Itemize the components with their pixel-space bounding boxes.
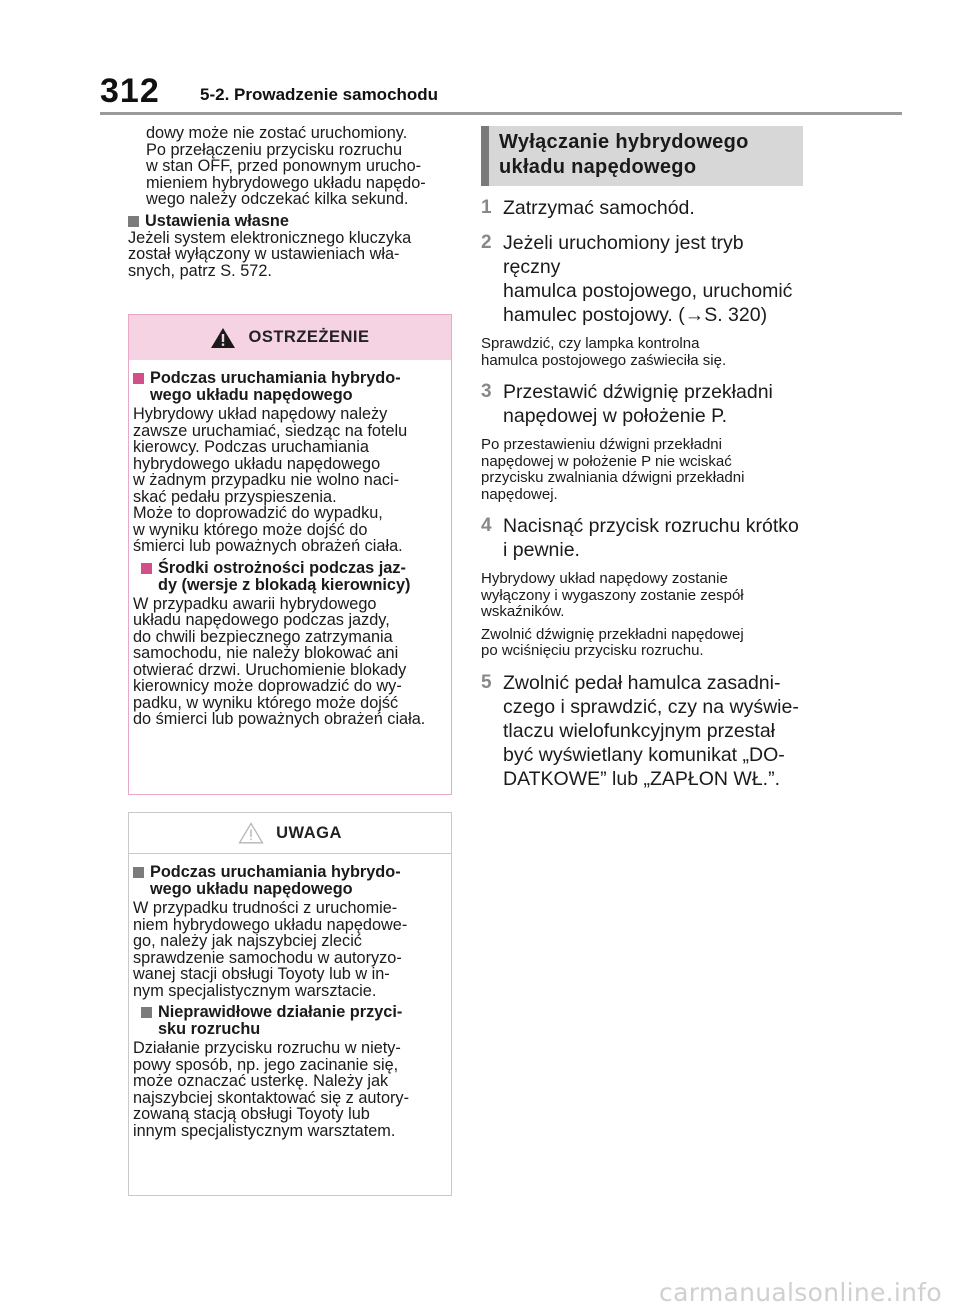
bullet-square-icon	[141, 1007, 152, 1018]
step-line: hamulec postojowy. (→S. 320)	[503, 304, 768, 326]
heading-line: wego układu napędowego	[150, 880, 353, 898]
warning-title: OSTRZEŻENIE	[248, 328, 370, 346]
note-line: wyłączony i wygaszony zostanie zespół	[481, 586, 744, 604]
text-line: W przypadku awarii hybrydowego	[133, 594, 377, 613]
text-line: w stan OFF, przed ponownym urucho-	[146, 157, 422, 175]
warning-section-text	[133, 406, 447, 555]
intro-paragraph	[128, 125, 452, 208]
step-line: Nacisnąć przycisk rozruchu krótko	[503, 515, 799, 537]
step-5	[481, 671, 803, 791]
step-2	[481, 231, 803, 327]
step-3	[481, 380, 803, 428]
step-number: 1	[481, 197, 492, 218]
left-column	[128, 125, 452, 279]
step-4	[481, 514, 803, 562]
caution-box	[128, 812, 452, 1196]
step-number: 4	[481, 515, 492, 536]
text-line: samochodu, nie należy blokować ani	[133, 644, 399, 662]
note-line: napędowej w położenie P nie wciskać	[481, 452, 732, 470]
warning-title-bar	[129, 315, 451, 360]
text-line: snych, patrz S. 572.	[128, 261, 272, 280]
bullet-square-icon	[133, 373, 144, 384]
note-line: Po przestawieniu dźwigni przekładni	[481, 436, 722, 453]
warning-section-text	[133, 596, 447, 728]
text-line: śmierci lub poważnych obrażeń ciała.	[133, 537, 403, 555]
note-line: Zwolnić dźwignię przekładni napędowej	[481, 625, 744, 643]
text-line: go, należy jak najszybciej zlecić	[133, 932, 362, 950]
warning-body	[129, 360, 451, 728]
text-line: skać pedału przyspieszenia.	[133, 487, 337, 506]
caution-title: UWAGA	[276, 823, 342, 842]
text-line: mieniem hybrydowego układu napędo-	[146, 173, 426, 192]
step-line: DATKOWE” lub „ZAPŁON WŁ.”.	[503, 767, 780, 790]
text-line: kierowcy. Podczas uruchamiania	[133, 438, 369, 456]
caution-section-text	[133, 900, 447, 999]
caution-title-bar	[129, 813, 451, 854]
text-line: wego należy odczekać kilka sekund.	[146, 190, 409, 208]
right-column	[481, 126, 803, 791]
step-line: napędowej w położenie P.	[503, 405, 728, 427]
custom-settings-heading	[128, 213, 452, 230]
step-note	[481, 437, 803, 503]
caution-triangle-icon	[238, 822, 264, 844]
text-line: W przypadku trudności z uruchomie-	[133, 899, 398, 917]
step-line: czego i sprawdzić, czy na wyświe-	[503, 695, 799, 718]
text-line: w żadnym przypadku nie wolno naci-	[133, 471, 400, 489]
text-line: zowaną stacją obsługi Toyoty lub	[133, 1105, 370, 1123]
page-number: 312	[100, 72, 160, 110]
step-number: 5	[481, 671, 492, 693]
text-line: najszybciej skontaktować się z autory-	[133, 1088, 409, 1107]
section-heading	[481, 126, 803, 186]
step-line: Zwolnić pedał hamulca zasadni-	[503, 671, 781, 694]
text-line: dowy może nie zostać uruchomiony.	[146, 124, 408, 142]
heading-line: Nieprawidłowe działanie przyci-	[158, 1003, 403, 1021]
text-line: zawsze uruchamiać, siedząc na fotelu	[133, 421, 408, 440]
caution-section-heading	[133, 1004, 447, 1038]
text-line: kierownicy może doprowadzić do wy-	[133, 677, 402, 695]
text-line: w wyniku którego może dojść do	[133, 520, 368, 539]
text-line: Po przełączeniu przycisku rozruchu	[146, 140, 403, 159]
note-line: napędowej.	[481, 485, 558, 503]
step-note	[481, 627, 803, 660]
section-title: 5-2. Prowadzenie samochodu	[200, 85, 439, 104]
note-line: po wciśnięciu przycisku rozruchu.	[481, 642, 704, 659]
text-line: Jeżeli system elektronicznego kluczyka	[128, 228, 412, 247]
heading-line: wego układu napędowego	[150, 386, 353, 404]
caution-section-heading	[133, 864, 447, 898]
caution-section-text	[133, 1040, 447, 1139]
text-line: powy sposób, np. jego zacinanie się,	[133, 1055, 399, 1074]
heading-line: układu napędowego	[499, 156, 697, 178]
watermark: carmanualsonline.info	[659, 1278, 942, 1307]
text-line: hybrydowego układu napędowego	[133, 454, 381, 473]
bullet-square-icon	[141, 563, 152, 574]
step-line: hamulca postojowego, uruchomić	[503, 280, 793, 302]
step-number: 3	[481, 381, 492, 402]
note-line: wskaźników.	[481, 603, 565, 620]
text-line: do chwili bezpiecznego zatrzymania	[133, 627, 393, 646]
text-line: może oznaczać usterkę. Należy jak	[133, 1072, 389, 1090]
note-line: hamulca postojowego zaświeciła się.	[481, 351, 727, 369]
text-line: otwierać drzwi. Uruchomienie blokady	[133, 660, 407, 679]
step-number: 2	[481, 232, 492, 253]
heading-line: Podczas uruchamiania hybrydo-	[150, 863, 401, 881]
note-line: przycisku zwalniania dźwigni przekładni	[481, 469, 745, 486]
step-line: Zatrzymać samochód.	[503, 197, 695, 219]
note-line: Sprawdzić, czy lampka kontrolna	[481, 335, 700, 352]
step-line: Jeżeli uruchomiony jest tryb ręczny	[503, 232, 744, 278]
caution-body	[129, 854, 451, 1139]
heading-line: Podczas uruchamiania hybrydo-	[150, 369, 401, 387]
text-line: Hybrydowy układ napędowy należy	[133, 405, 388, 423]
warning-box	[128, 314, 452, 795]
text-line: do śmierci lub poważnych obrażeń ciała.	[133, 710, 426, 728]
step-note	[481, 571, 803, 621]
bullet-square-icon	[128, 216, 139, 227]
text-line: nym specjalistycznym warsztacie.	[133, 981, 377, 1000]
heading-line: Środki ostrożności podczas jaz-	[158, 558, 406, 577]
text-line: układu napędowego podczas jazdy,	[133, 611, 390, 629]
header-divider	[100, 112, 902, 115]
note-line: Hybrydowy układ napędowy zostanie	[481, 570, 728, 587]
step-line: i pewnie.	[503, 539, 580, 561]
text-line: Może to doprowadzić do wypadku,	[133, 504, 383, 522]
text-line: niem hybrydowego układu napędowe-	[133, 915, 408, 934]
step-line: tlaczu wielofunkcyjnym przestał	[503, 719, 776, 742]
step-1	[481, 196, 803, 220]
text-line: wanej stacji obsługi Toyoty lub w in-	[133, 965, 390, 983]
heading-line: dy (wersje z blokadą kierownicy)	[158, 575, 411, 594]
text-line: innym specjalistycznym warsztatem.	[133, 1121, 396, 1140]
heading-line: sku rozruchu	[158, 1020, 261, 1038]
heading-line: Wyłączanie hybrydowego	[499, 131, 749, 153]
text-line: sprawdzenie samochodu w autoryzo-	[133, 948, 402, 967]
text-line: padku, w wyniku którego może dojść	[133, 693, 399, 712]
warning-triangle-icon	[210, 327, 236, 349]
page-header	[100, 72, 902, 116]
warning-section-heading	[133, 560, 447, 594]
heading-text: Ustawienia własne	[145, 211, 289, 230]
step-line: Przestawić dźwignię przekładni	[503, 381, 773, 403]
step-line: być wyświetlany komunikat „DO-	[503, 743, 785, 766]
bullet-square-icon	[133, 867, 144, 878]
warning-section-heading	[133, 370, 447, 404]
text-line: Działanie przycisku rozruchu w niety-	[133, 1039, 401, 1057]
text-line: został wyłączony w ustawieniach wła-	[128, 245, 400, 263]
step-note	[481, 336, 803, 369]
custom-settings-paragraph	[128, 230, 452, 280]
